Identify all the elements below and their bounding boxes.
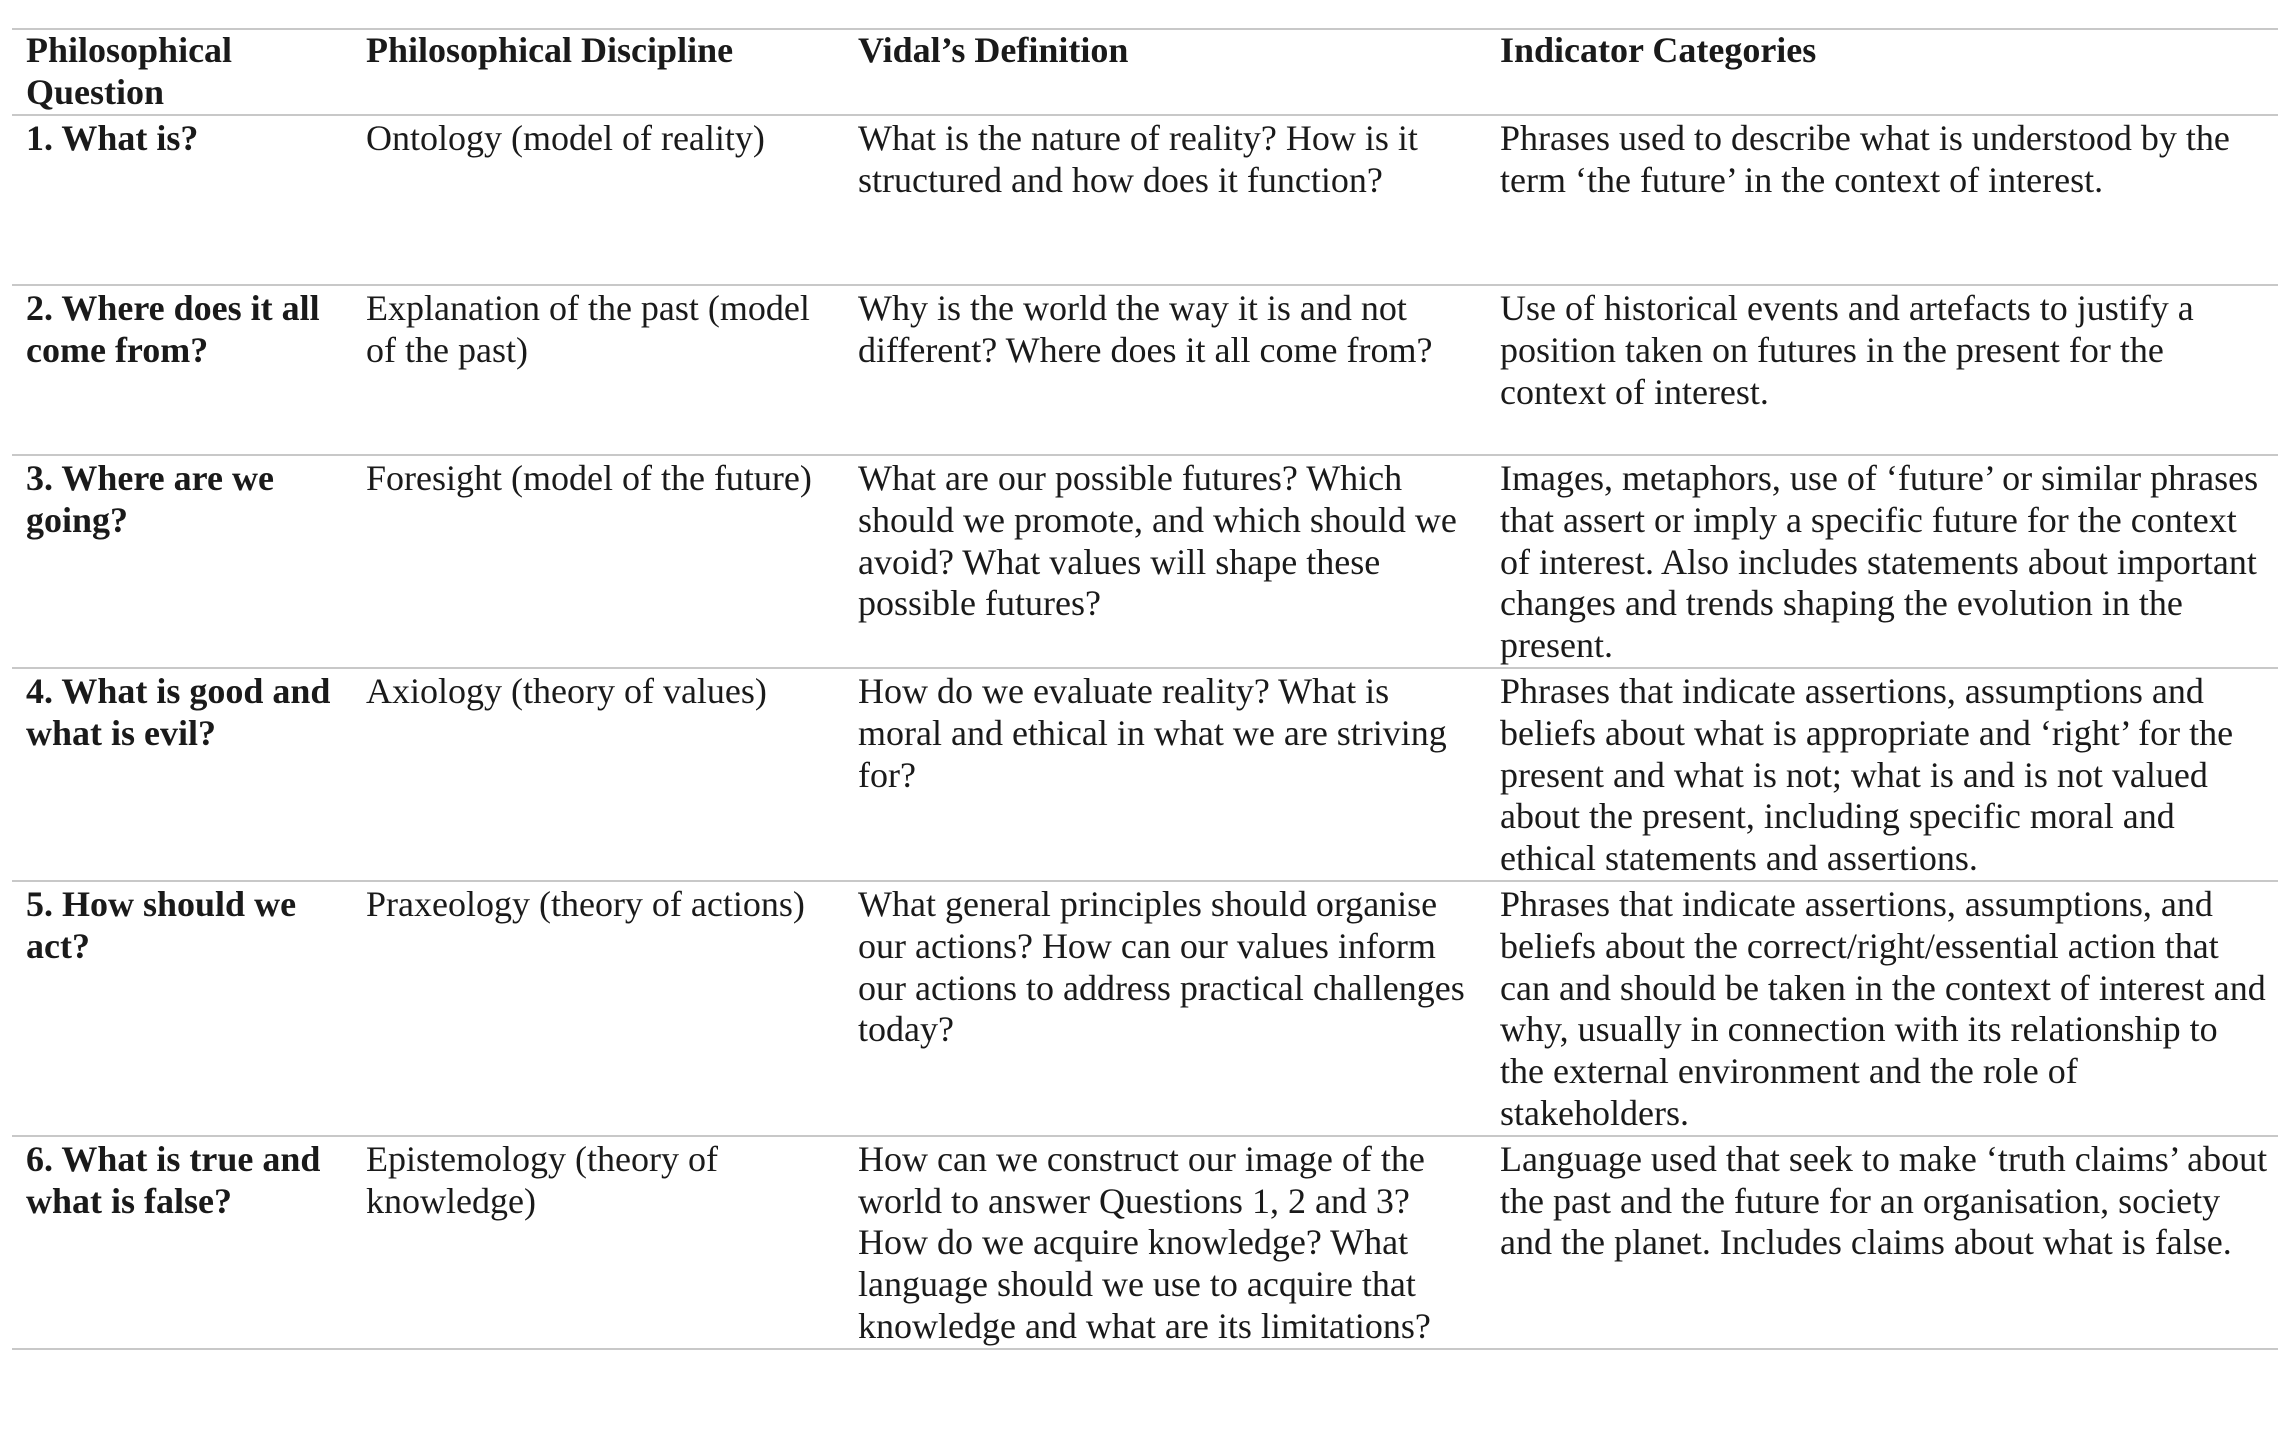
header-indicator-categories: Indicator Categories — [1486, 29, 2278, 115]
definition-cell: How do we evaluate reality? What is moral and ethical in what we are striving for? — [844, 668, 1486, 881]
table-row — [12, 1136, 2278, 1349]
header-philosophical-question: Philosophical Question — [12, 29, 352, 115]
definition-cell: What general principles should organise our actions? How can our values inform our actions to address practical challenges today? — [844, 881, 1486, 1136]
header-vidals-definition: Vidal’s Definition — [844, 29, 1486, 115]
question-cell: 4. What is good and what is evil? — [12, 668, 352, 881]
header-philosophical-discipline: Philosophical Discipline — [352, 29, 844, 115]
indicators-cell: Phrases that indicate assertions, assumptions, and beliefs about the correct/right/essential action that can and should be taken in the context of interest and why, usually in connection with its relationship to the external environment and the role of stakeholders. — [1486, 881, 2278, 1136]
question-cell: 5. How should we act? — [12, 881, 352, 1136]
indicators-cell: Images, metaphors, use of ‘future’ or similar phrases that assert or imply a specific future for the context of interest. Also includes statements about important changes and trends shaping the evolution in the present. — [1486, 455, 2278, 668]
table-row — [12, 668, 2278, 881]
header-row — [12, 29, 2278, 115]
question-cell: 1. What is? — [12, 115, 352, 285]
question-cell: 3. Where are we going? — [12, 455, 352, 668]
table-row — [12, 455, 2278, 668]
indicators-cell: Phrases that indicate assertions, assumptions and beliefs about what is appropriate and ‘right’ for the present and what is not; what is and is not valued about the present, including specific moral and ethical statements and assertions. — [1486, 668, 2278, 881]
philosophical-framework-table — [12, 28, 2278, 1350]
discipline-cell: Ontology (model of reality) — [352, 115, 844, 285]
indicators-cell: Phrases used to describe what is understood by the term ‘the future’ in the context of interest. — [1486, 115, 2278, 285]
indicators-cell: Use of historical events and artefacts to justify a position taken on futures in the present for the context of interest. — [1486, 285, 2278, 455]
definition-cell: What is the nature of reality? How is it structured and how does it function? — [844, 115, 1486, 285]
discipline-cell: Axiology (theory of values) — [352, 668, 844, 881]
discipline-cell: Foresight (model of the future) — [352, 455, 844, 668]
table-row — [12, 881, 2278, 1136]
table-header — [12, 29, 2278, 115]
question-cell: 6. What is true and what is false? — [12, 1136, 352, 1349]
table-body — [12, 115, 2278, 1349]
discipline-cell: Epistemology (theory of knowledge) — [352, 1136, 844, 1349]
discipline-cell: Explanation of the past (model of the past) — [352, 285, 844, 455]
definition-cell: How can we construct our image of the world to answer Questions 1, 2 and 3? How do we acquire knowledge? What language should we use to acquire that knowledge and what are its limitations? — [844, 1136, 1486, 1349]
table-row — [12, 285, 2278, 455]
discipline-cell: Praxeology (theory of actions) — [352, 881, 844, 1136]
definition-cell: What are our possible futures? Which should we promote, and which should we avoid? What values will shape these possible futures? — [844, 455, 1486, 668]
definition-cell: Why is the world the way it is and not different? Where does it all come from? — [844, 285, 1486, 455]
question-cell: 2. Where does it all come from? — [12, 285, 352, 455]
table-row — [12, 115, 2278, 285]
indicators-cell: Language used that seek to make ‘truth claims’ about the past and the future for an organisation, society and the planet. Includes claims about what is false. — [1486, 1136, 2278, 1349]
